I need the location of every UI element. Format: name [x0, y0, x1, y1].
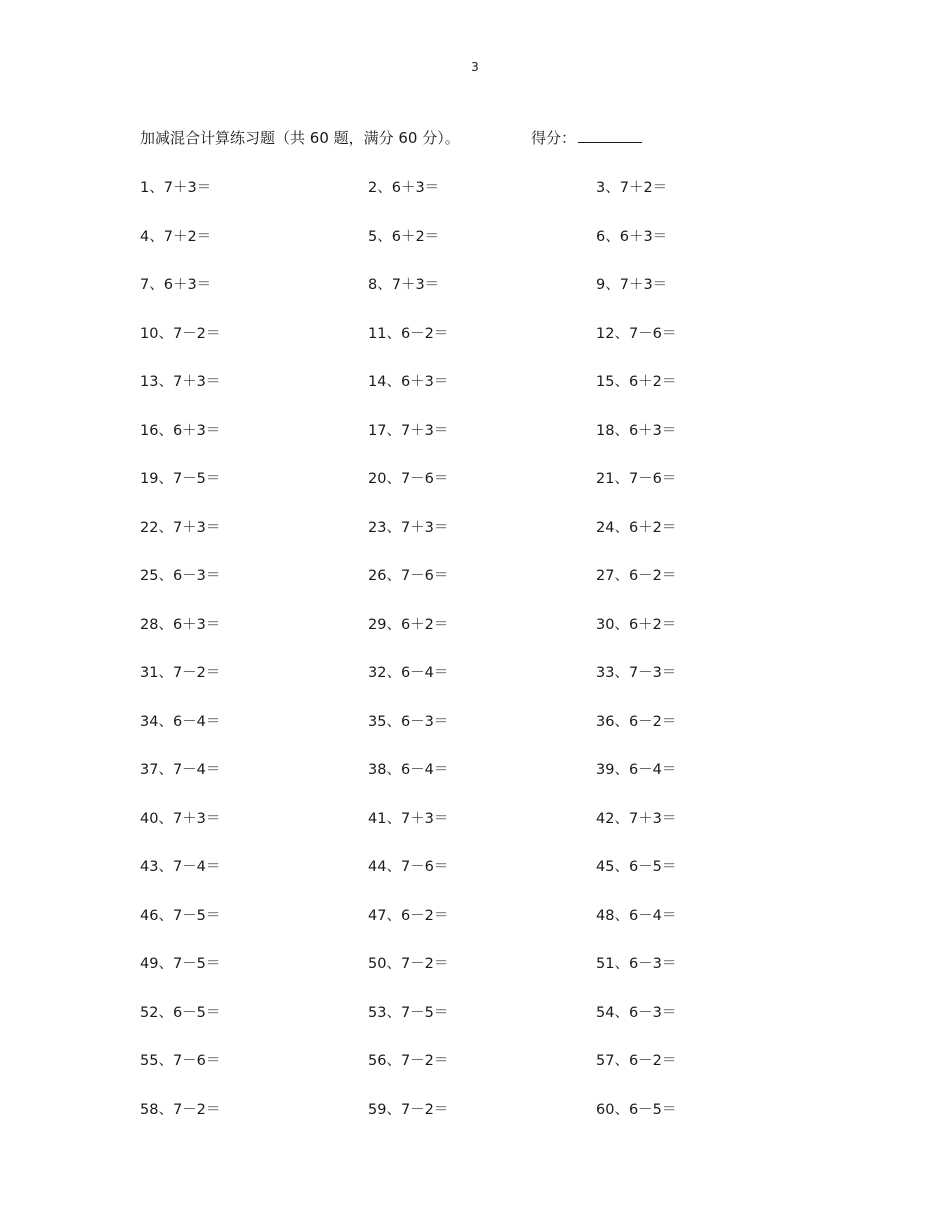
problem-item: 15、6＋2＝: [596, 374, 677, 390]
problem-item: 35、6－3＝: [368, 713, 449, 730]
problem-item: 55、7－6＝: [140, 1053, 221, 1069]
problem-item: 23、7＋3＝: [368, 519, 449, 536]
problem-item: 21、7－6＝: [596, 471, 677, 487]
problem-item: 12、7－6＝: [596, 325, 677, 342]
problem-item: 45、6－5＝: [596, 859, 677, 875]
problem-item: 40、7＋3＝: [140, 810, 221, 827]
problem-item: 57、6－2＝: [596, 1053, 677, 1069]
problem-item: 2、6＋3＝: [368, 180, 440, 196]
problem-item: 7、6＋3＝: [140, 277, 212, 293]
problem-item: 29、6＋2＝: [368, 616, 449, 633]
problem-item: 28、6＋3＝: [140, 616, 221, 633]
problem-item: 42、7＋3＝: [596, 810, 677, 827]
problem-item: 31、7－2＝: [140, 665, 221, 681]
problem-item: 54、6－3＝: [596, 1004, 677, 1021]
problem-item: 9、7＋3＝: [596, 277, 668, 293]
problem-item: 5、6＋2＝: [368, 228, 440, 245]
problem-item: 38、6－4＝: [368, 762, 449, 778]
problem-item: 4、7＋2＝: [140, 228, 212, 245]
score-field: [531, 127, 642, 148]
problem-item: 43、7－4＝: [140, 859, 221, 875]
problem-item: 36、6－2＝: [596, 713, 677, 730]
problem-item: 59、7－2＝: [368, 1101, 449, 1118]
problem-item: 19、7－5＝: [140, 471, 221, 487]
problem-item: 44、7－6＝: [368, 859, 449, 875]
problem-item: 39、6－4＝: [596, 762, 677, 778]
problem-item: 37、7－4＝: [140, 762, 221, 778]
problem-item: 11、6－2＝: [368, 325, 449, 342]
problem-item: 1、7＋3＝: [140, 180, 212, 196]
problem-item: 41、7＋3＝: [368, 810, 449, 827]
problem-item: 52、6－5＝: [140, 1004, 221, 1021]
problem-item: 18、6＋3＝: [596, 422, 677, 439]
problem-item: 16、6＋3＝: [140, 422, 221, 439]
problem-item: 25、6－3＝: [140, 568, 221, 584]
problem-item: 47、6－2＝: [368, 907, 449, 924]
problem-item: 53、7－5＝: [368, 1004, 449, 1021]
score-blank-line[interactable]: [578, 127, 642, 143]
problem-item: 34、6－4＝: [140, 713, 221, 730]
problem-item: 27、6－2＝: [596, 568, 677, 584]
problem-item: 13、7＋3＝: [140, 374, 221, 390]
worksheet-title: 加减混合计算练习题（共 60 题，满分 60 分）。: [140, 129, 460, 147]
problem-item: 56、7－2＝: [368, 1053, 449, 1069]
problem-item: 33、7－3＝: [596, 665, 677, 681]
problem-item: 24、6＋2＝: [596, 519, 677, 536]
score-label: 得分：: [531, 129, 577, 147]
problem-item: 50、7－2＝: [368, 956, 449, 972]
problem-item: 51、6－3＝: [596, 956, 677, 972]
problem-item: 58、7－2＝: [140, 1101, 221, 1118]
problem-item: 30、6＋2＝: [596, 616, 677, 633]
problem-item: 46、7－5＝: [140, 907, 221, 924]
problem-item: 49、7－5＝: [140, 956, 221, 972]
problem-item: 20、7－6＝: [368, 471, 449, 487]
problem-item: 10、7－2＝: [140, 325, 221, 342]
problem-item: 26、7－6＝: [368, 568, 449, 584]
problem-item: 60、6－5＝: [596, 1101, 677, 1118]
problem-item: 8、7＋3＝: [368, 277, 440, 293]
problem-item: 22、7＋3＝: [140, 519, 221, 536]
page-number: 3: [471, 60, 479, 74]
problem-item: 6、6＋3＝: [596, 228, 668, 245]
problem-item: 3、7＋2＝: [596, 180, 668, 196]
problem-item: 32、6－4＝: [368, 665, 449, 681]
problem-item: 14、6＋3＝: [368, 374, 449, 390]
problem-item: 17、7＋3＝: [368, 422, 449, 439]
problem-item: 48、6－4＝: [596, 907, 677, 924]
